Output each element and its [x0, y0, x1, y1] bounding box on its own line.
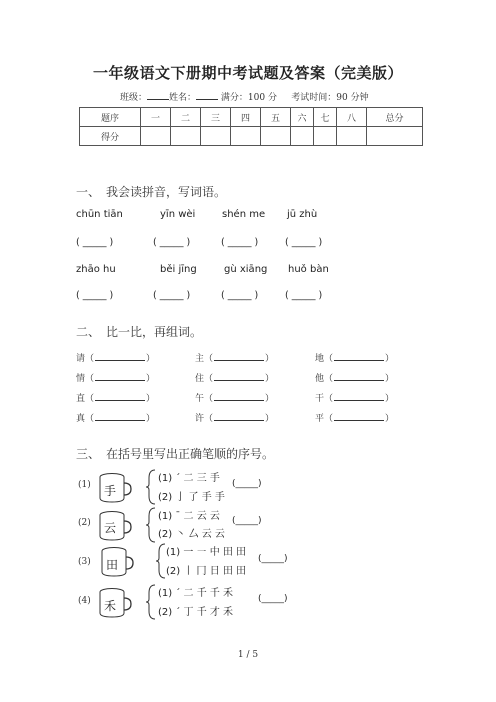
score-cell[interactable] — [171, 127, 201, 146]
brace-icon — [146, 584, 156, 620]
score-table — [79, 107, 423, 146]
score-cell[interactable] — [291, 127, 314, 146]
score-table-header-row — [80, 108, 423, 127]
option-2: (2) ˊ 丁 千 才 禾 — [158, 607, 234, 618]
order-blank[interactable]: (_____) — [232, 479, 262, 489]
compare-char: 住 — [195, 374, 205, 384]
exam-time: 考试时间：90 分钟 — [291, 93, 369, 103]
pinyin-4: jū zhù — [287, 209, 318, 220]
name-label: 姓名： — [169, 93, 197, 103]
compare-item: 干（ ） — [315, 394, 395, 404]
option-1: (1) 一 ㇐ 中 田 田 — [166, 547, 247, 558]
word-blank[interactable] — [334, 412, 384, 421]
compare-char: 他 — [315, 374, 325, 384]
pinyin-8: huǒ bàn — [288, 264, 329, 275]
answer-blank[interactable]: ( _____ ) — [221, 237, 259, 248]
answer-blank[interactable]: ( _____ ) — [221, 290, 259, 301]
option-1: (1) ˊ 二 三 手 — [158, 473, 220, 484]
compare-char: 情 — [76, 374, 86, 384]
pinyin-3: shén me — [222, 209, 266, 220]
pinyin-2: yīn wèi — [160, 209, 196, 220]
header-label-cell: 题序 — [80, 108, 141, 127]
item-number: (1) — [78, 480, 91, 490]
col-7: 七 — [314, 108, 337, 127]
brace-icon — [156, 543, 166, 579]
total-col: 总分 — [367, 108, 423, 127]
col-1: 一 — [141, 108, 171, 127]
cup-char: 手 — [104, 484, 117, 498]
brace-icon — [146, 507, 156, 543]
item-number: (3) — [78, 557, 91, 567]
word-blank[interactable] — [334, 392, 384, 401]
compare-item: 主（ ） — [195, 354, 275, 364]
compare-item: 真（ ） — [76, 414, 156, 424]
brace-icon — [146, 469, 156, 505]
full-score: 满分：100 分 — [220, 93, 277, 103]
page-title: 一年级语文下册期中考试题及答案（完美版） — [92, 64, 403, 82]
class-blank[interactable] — [147, 90, 169, 100]
compare-item: 地（ ） — [315, 354, 395, 364]
word-blank[interactable] — [334, 352, 384, 361]
score-cell[interactable] — [141, 127, 171, 146]
option-2: (2) ㇔ 厶 云 云 — [158, 529, 225, 540]
compare-char: 许 — [195, 414, 205, 424]
compare-item: 直（ ） — [76, 394, 156, 404]
section3-heading: 三、 在括号里写出正确笔顺的序号。 — [76, 447, 275, 461]
word-blank[interactable] — [214, 392, 264, 401]
class-label: 班级： — [120, 93, 148, 103]
section1-heading: 一、 我会读拼音，写词语。 — [76, 185, 227, 199]
order-blank[interactable]: (_____) — [258, 554, 288, 564]
page-number: 1 / 5 — [237, 650, 259, 660]
cup-char: 田 — [106, 558, 119, 572]
answer-blank[interactable]: ( _____ ) — [285, 290, 323, 301]
compare-item: 许（ ） — [195, 414, 275, 424]
col-4: 四 — [231, 108, 261, 127]
answer-blank[interactable]: ( _____ ) — [76, 237, 114, 248]
compare-item: 情（ ） — [76, 374, 156, 384]
score-cell[interactable] — [201, 127, 231, 146]
option-1: (1) ˉ 二 云 云 — [158, 511, 220, 522]
compare-char: 请 — [76, 354, 86, 364]
compare-char: 真 — [76, 414, 86, 424]
section2-heading: 二、 比一比，再组词。 — [76, 325, 203, 339]
item-number: (2) — [78, 518, 91, 528]
compare-char: 主 — [195, 354, 205, 364]
col-3: 三 — [201, 108, 231, 127]
compare-item: 午（ ） — [195, 394, 275, 404]
word-blank[interactable] — [95, 412, 145, 421]
score-cell[interactable] — [231, 127, 261, 146]
word-blank[interactable] — [95, 392, 145, 401]
compare-item: 他（ ） — [315, 374, 395, 384]
order-blank[interactable]: (_____) — [232, 516, 262, 526]
word-blank[interactable] — [214, 352, 264, 361]
score-table-score-row — [80, 127, 423, 146]
word-blank[interactable] — [214, 412, 264, 421]
score-cell[interactable] — [314, 127, 337, 146]
answer-blank[interactable]: ( _____ ) — [285, 237, 323, 248]
compare-item: 住（ ） — [195, 374, 275, 384]
word-blank[interactable] — [214, 372, 264, 381]
cup-char: 云 — [104, 521, 117, 535]
pinyin-6: běi jīng — [160, 264, 197, 275]
option-2: (2) 丨 冂 日 田 田 — [166, 566, 247, 577]
compare-char: 干 — [315, 394, 325, 404]
word-blank[interactable] — [95, 372, 145, 381]
answer-blank[interactable]: ( _____ ) — [153, 237, 191, 248]
score-cell[interactable] — [367, 127, 423, 146]
col-5: 五 — [261, 108, 291, 127]
compare-char: 午 — [195, 394, 205, 404]
item-number: (4) — [78, 596, 91, 606]
word-blank[interactable] — [334, 372, 384, 381]
col-8: 八 — [337, 108, 367, 127]
score-cell[interactable] — [261, 127, 291, 146]
pinyin-7: gù xiāng — [224, 264, 268, 275]
answer-blank[interactable]: ( _____ ) — [76, 290, 114, 301]
score-label-cell: 得分 — [80, 127, 141, 146]
score-cell[interactable] — [337, 127, 367, 146]
pinyin-5: zhāo hu — [76, 264, 116, 275]
word-blank[interactable] — [95, 352, 145, 361]
compare-char: 地 — [315, 354, 325, 364]
option-1: (1) ˊ 二 千 千 禾 — [158, 588, 234, 599]
pinyin-1: chūn tiān — [76, 209, 123, 220]
answer-blank[interactable]: ( _____ ) — [153, 290, 191, 301]
compare-item: 请（ ） — [76, 354, 156, 364]
compare-char: 平 — [315, 414, 325, 424]
col-2: 二 — [171, 108, 201, 127]
order-blank[interactable]: (_____) — [258, 594, 288, 604]
info-line — [120, 90, 369, 103]
name-blank[interactable] — [196, 90, 218, 100]
cup-char: 禾 — [104, 599, 117, 613]
compare-char: 直 — [76, 394, 86, 404]
col-6: 六 — [291, 108, 314, 127]
compare-item: 平（ ） — [315, 414, 395, 424]
option-2: (2) 亅 了 手 手 — [158, 492, 225, 503]
